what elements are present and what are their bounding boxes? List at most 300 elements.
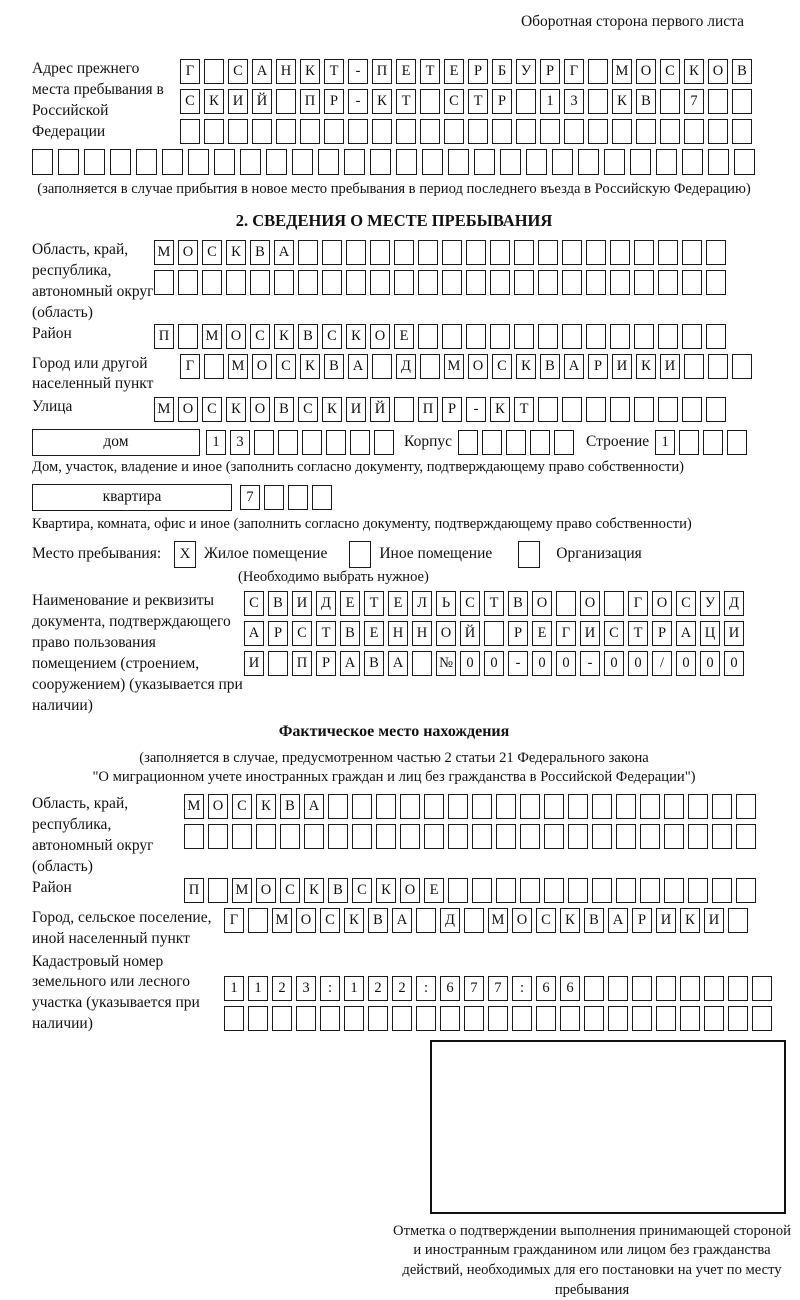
char-box[interactable]: 6 bbox=[560, 976, 580, 1001]
char-box[interactable] bbox=[568, 878, 588, 903]
char-box[interactable]: О bbox=[532, 591, 552, 616]
char-box[interactable] bbox=[374, 430, 394, 455]
char-box[interactable] bbox=[350, 430, 370, 455]
char-box[interactable]: И bbox=[656, 908, 676, 933]
char-box[interactable] bbox=[204, 119, 224, 144]
char-box[interactable]: Д bbox=[724, 591, 744, 616]
char-box[interactable] bbox=[682, 270, 702, 295]
char-box[interactable] bbox=[578, 149, 599, 175]
char-box[interactable] bbox=[298, 240, 318, 265]
char-box[interactable]: Р bbox=[632, 908, 652, 933]
char-box[interactable] bbox=[288, 485, 308, 510]
char-box[interactable]: П bbox=[372, 59, 392, 84]
char-box[interactable] bbox=[516, 89, 536, 114]
char-box[interactable]: 1 bbox=[248, 976, 268, 1001]
char-box[interactable]: 0 bbox=[628, 651, 648, 676]
char-box[interactable] bbox=[562, 397, 582, 422]
char-box[interactable]: В bbox=[280, 794, 300, 819]
char-box[interactable] bbox=[488, 1006, 508, 1031]
char-box[interactable]: Т bbox=[324, 59, 344, 84]
char-box[interactable] bbox=[514, 324, 534, 349]
char-box[interactable]: В bbox=[324, 354, 344, 379]
char-box[interactable] bbox=[656, 976, 676, 1001]
char-box[interactable] bbox=[252, 119, 272, 144]
char-box[interactable] bbox=[162, 149, 183, 175]
char-box[interactable] bbox=[296, 1006, 316, 1031]
char-box[interactable]: М bbox=[154, 240, 174, 265]
char-box[interactable]: К bbox=[680, 908, 700, 933]
char-box[interactable]: О bbox=[178, 397, 198, 422]
char-box[interactable] bbox=[418, 324, 438, 349]
char-box[interactable]: Т bbox=[420, 59, 440, 84]
char-box[interactable] bbox=[458, 430, 478, 455]
char-box[interactable] bbox=[568, 824, 588, 849]
char-box[interactable] bbox=[560, 1006, 580, 1031]
char-box[interactable] bbox=[682, 324, 702, 349]
char-box[interactable] bbox=[660, 119, 680, 144]
char-box[interactable] bbox=[226, 270, 246, 295]
char-box[interactable] bbox=[688, 878, 708, 903]
char-box[interactable] bbox=[632, 976, 652, 1001]
char-box[interactable]: И bbox=[660, 354, 680, 379]
char-box[interactable] bbox=[728, 976, 748, 1001]
char-box[interactable] bbox=[276, 89, 296, 114]
char-box[interactable] bbox=[562, 270, 582, 295]
char-box[interactable] bbox=[708, 354, 728, 379]
char-box[interactable] bbox=[180, 119, 200, 144]
char-box[interactable]: Р bbox=[442, 397, 462, 422]
char-box[interactable] bbox=[208, 878, 228, 903]
char-box[interactable]: К bbox=[274, 324, 294, 349]
char-box[interactable]: М bbox=[272, 908, 292, 933]
char-box[interactable] bbox=[492, 119, 512, 144]
char-box[interactable] bbox=[520, 824, 540, 849]
char-box[interactable]: А bbox=[388, 651, 408, 676]
char-box[interactable] bbox=[684, 354, 704, 379]
char-box[interactable]: Т bbox=[514, 397, 534, 422]
char-box[interactable] bbox=[214, 149, 235, 175]
char-box[interactable]: 0 bbox=[676, 651, 696, 676]
char-box[interactable] bbox=[634, 240, 654, 265]
char-box[interactable]: А bbox=[392, 908, 412, 933]
char-box[interactable] bbox=[472, 878, 492, 903]
char-box[interactable]: 0 bbox=[556, 651, 576, 676]
char-box[interactable] bbox=[552, 149, 573, 175]
char-box[interactable] bbox=[482, 430, 502, 455]
char-box[interactable] bbox=[588, 119, 608, 144]
char-box[interactable]: 2 bbox=[392, 976, 412, 1001]
char-box[interactable] bbox=[490, 270, 510, 295]
char-box[interactable] bbox=[500, 149, 521, 175]
char-box[interactable]: В bbox=[274, 397, 294, 422]
char-box[interactable] bbox=[680, 1006, 700, 1031]
char-box[interactable] bbox=[658, 240, 678, 265]
char-box[interactable]: А bbox=[274, 240, 294, 265]
char-box[interactable]: Т bbox=[364, 591, 384, 616]
char-box[interactable] bbox=[634, 324, 654, 349]
char-box[interactable] bbox=[208, 824, 228, 849]
char-box[interactable]: О bbox=[636, 59, 656, 84]
char-box[interactable] bbox=[680, 976, 700, 1001]
char-box[interactable]: М bbox=[488, 908, 508, 933]
char-box[interactable] bbox=[250, 270, 270, 295]
char-box[interactable]: Т bbox=[396, 89, 416, 114]
char-box[interactable]: М bbox=[184, 794, 204, 819]
char-box[interactable] bbox=[346, 270, 366, 295]
char-box[interactable] bbox=[732, 119, 752, 144]
char-box[interactable] bbox=[658, 270, 678, 295]
char-box[interactable]: В bbox=[540, 354, 560, 379]
char-box[interactable] bbox=[706, 240, 726, 265]
char-box[interactable]: 1 bbox=[540, 89, 560, 114]
char-box[interactable]: О bbox=[250, 397, 270, 422]
char-box[interactable] bbox=[664, 878, 684, 903]
char-box[interactable]: С bbox=[232, 794, 252, 819]
char-box[interactable] bbox=[732, 89, 752, 114]
char-box[interactable] bbox=[712, 794, 732, 819]
char-box[interactable]: О bbox=[208, 794, 228, 819]
char-box[interactable]: 7 bbox=[488, 976, 508, 1001]
char-box[interactable]: Д bbox=[396, 354, 416, 379]
char-box[interactable] bbox=[422, 149, 443, 175]
char-box[interactable]: 0 bbox=[724, 651, 744, 676]
char-box[interactable]: 1 bbox=[206, 430, 226, 455]
char-box[interactable]: У bbox=[700, 591, 720, 616]
char-box[interactable] bbox=[344, 149, 365, 175]
char-box[interactable] bbox=[346, 240, 366, 265]
char-box[interactable] bbox=[736, 878, 756, 903]
char-box[interactable]: 0 bbox=[604, 651, 624, 676]
char-box[interactable] bbox=[610, 240, 630, 265]
char-box[interactable] bbox=[544, 824, 564, 849]
char-box[interactable] bbox=[328, 794, 348, 819]
char-box[interactable] bbox=[448, 878, 468, 903]
char-box[interactable] bbox=[706, 270, 726, 295]
char-box[interactable] bbox=[412, 651, 432, 676]
char-box[interactable]: И bbox=[228, 89, 248, 114]
char-box[interactable] bbox=[248, 1006, 268, 1031]
char-box[interactable]: П bbox=[154, 324, 174, 349]
char-box[interactable] bbox=[202, 270, 222, 295]
char-box[interactable]: Й bbox=[370, 397, 390, 422]
char-box[interactable] bbox=[490, 240, 510, 265]
char-box[interactable]: В bbox=[368, 908, 388, 933]
char-box[interactable] bbox=[634, 270, 654, 295]
char-box[interactable]: Е bbox=[444, 59, 464, 84]
char-box[interactable] bbox=[736, 794, 756, 819]
char-box[interactable] bbox=[703, 430, 723, 455]
char-box[interactable]: М bbox=[202, 324, 222, 349]
char-box[interactable] bbox=[656, 149, 677, 175]
char-box[interactable]: Г bbox=[180, 59, 200, 84]
char-box[interactable]: - bbox=[466, 397, 486, 422]
char-box[interactable] bbox=[608, 976, 628, 1001]
char-box[interactable]: 7 bbox=[464, 976, 484, 1001]
char-box[interactable] bbox=[584, 976, 604, 1001]
char-box[interactable] bbox=[732, 354, 752, 379]
char-box[interactable] bbox=[224, 1006, 244, 1031]
char-box[interactable] bbox=[610, 270, 630, 295]
char-box[interactable]: № bbox=[436, 651, 456, 676]
char-box[interactable]: Ь bbox=[436, 591, 456, 616]
char-box[interactable]: В bbox=[250, 240, 270, 265]
char-box[interactable] bbox=[706, 397, 726, 422]
char-box[interactable]: К bbox=[490, 397, 510, 422]
checkbox-organizatsiya[interactable] bbox=[518, 541, 540, 568]
char-box[interactable] bbox=[472, 824, 492, 849]
char-box[interactable]: С bbox=[250, 324, 270, 349]
char-box[interactable]: К bbox=[300, 59, 320, 84]
char-box[interactable] bbox=[514, 270, 534, 295]
char-box[interactable]: К bbox=[346, 324, 366, 349]
char-box[interactable]: Н bbox=[276, 59, 296, 84]
char-box[interactable] bbox=[344, 1006, 364, 1031]
char-box[interactable]: Л bbox=[412, 591, 432, 616]
char-box[interactable] bbox=[394, 270, 414, 295]
char-box[interactable] bbox=[640, 824, 660, 849]
char-box[interactable] bbox=[564, 119, 584, 144]
char-box[interactable] bbox=[32, 149, 53, 175]
char-box[interactable]: С bbox=[202, 240, 222, 265]
checkbox-inoe[interactable] bbox=[349, 541, 371, 568]
char-box[interactable] bbox=[616, 878, 636, 903]
char-box[interactable] bbox=[474, 149, 495, 175]
char-box[interactable]: А bbox=[564, 354, 584, 379]
char-box[interactable] bbox=[608, 1006, 628, 1031]
char-box[interactable]: К bbox=[226, 397, 246, 422]
char-box[interactable] bbox=[184, 824, 204, 849]
char-box[interactable] bbox=[556, 591, 576, 616]
char-box[interactable] bbox=[728, 908, 748, 933]
char-box[interactable] bbox=[538, 270, 558, 295]
char-box[interactable] bbox=[588, 59, 608, 84]
char-box[interactable]: 0 bbox=[460, 651, 480, 676]
char-box[interactable] bbox=[468, 119, 488, 144]
char-box[interactable] bbox=[562, 240, 582, 265]
char-box[interactable]: О bbox=[468, 354, 488, 379]
char-box[interactable] bbox=[254, 430, 274, 455]
char-box[interactable] bbox=[506, 430, 526, 455]
char-box[interactable] bbox=[292, 149, 313, 175]
char-box[interactable] bbox=[544, 878, 564, 903]
char-box[interactable]: Е bbox=[394, 324, 414, 349]
char-box[interactable] bbox=[400, 824, 420, 849]
char-box[interactable] bbox=[484, 621, 504, 646]
char-box[interactable] bbox=[370, 270, 390, 295]
char-box[interactable]: 7 bbox=[684, 89, 704, 114]
char-box[interactable] bbox=[584, 1006, 604, 1031]
char-box[interactable]: О bbox=[436, 621, 456, 646]
char-box[interactable] bbox=[752, 976, 772, 1001]
char-box[interactable] bbox=[592, 824, 612, 849]
char-box[interactable]: 1 bbox=[655, 430, 675, 455]
char-box[interactable]: Р bbox=[492, 89, 512, 114]
char-box[interactable]: К bbox=[204, 89, 224, 114]
char-box[interactable] bbox=[352, 824, 372, 849]
char-box[interactable]: А bbox=[348, 354, 368, 379]
char-box[interactable]: К bbox=[372, 89, 392, 114]
char-box[interactable]: 2 bbox=[368, 976, 388, 1001]
char-box[interactable]: К bbox=[300, 354, 320, 379]
char-box[interactable]: : bbox=[416, 976, 436, 1001]
char-box[interactable]: Г bbox=[628, 591, 648, 616]
char-box[interactable]: П bbox=[418, 397, 438, 422]
checkbox-zhiloe[interactable]: X bbox=[174, 541, 196, 568]
char-box[interactable]: Р bbox=[508, 621, 528, 646]
char-box[interactable]: П bbox=[292, 651, 312, 676]
char-box[interactable]: Е bbox=[340, 591, 360, 616]
char-box[interactable] bbox=[424, 794, 444, 819]
char-box[interactable] bbox=[632, 1006, 652, 1031]
char-box[interactable] bbox=[328, 824, 348, 849]
char-box[interactable] bbox=[320, 1006, 340, 1031]
char-box[interactable] bbox=[568, 794, 588, 819]
char-box[interactable] bbox=[520, 794, 540, 819]
char-box[interactable] bbox=[496, 824, 516, 849]
char-box[interactable] bbox=[372, 354, 392, 379]
char-box[interactable] bbox=[728, 1006, 748, 1031]
char-box[interactable] bbox=[712, 878, 732, 903]
char-box[interactable]: В bbox=[364, 651, 384, 676]
char-box[interactable]: К bbox=[612, 89, 632, 114]
char-box[interactable] bbox=[442, 324, 462, 349]
char-box[interactable]: К bbox=[322, 397, 342, 422]
char-box[interactable]: Е bbox=[396, 59, 416, 84]
char-box[interactable] bbox=[708, 119, 728, 144]
char-box[interactable]: О bbox=[580, 591, 600, 616]
char-box[interactable]: Р bbox=[316, 651, 336, 676]
char-box[interactable] bbox=[372, 119, 392, 144]
char-box[interactable]: О bbox=[256, 878, 276, 903]
char-box[interactable]: Г bbox=[564, 59, 584, 84]
char-box[interactable]: - bbox=[508, 651, 528, 676]
char-box[interactable] bbox=[466, 270, 486, 295]
char-box[interactable] bbox=[616, 794, 636, 819]
char-box[interactable] bbox=[264, 485, 284, 510]
char-box[interactable] bbox=[588, 89, 608, 114]
char-box[interactable] bbox=[472, 794, 492, 819]
char-box[interactable] bbox=[352, 794, 372, 819]
char-box[interactable] bbox=[496, 878, 516, 903]
char-box[interactable] bbox=[396, 119, 416, 144]
char-box[interactable] bbox=[154, 270, 174, 295]
char-box[interactable] bbox=[660, 89, 680, 114]
char-box[interactable]: О bbox=[708, 59, 728, 84]
char-box[interactable]: К bbox=[376, 878, 396, 903]
char-box[interactable]: В bbox=[298, 324, 318, 349]
char-box[interactable]: С bbox=[492, 354, 512, 379]
char-box[interactable]: Г bbox=[556, 621, 576, 646]
char-box[interactable]: В bbox=[732, 59, 752, 84]
char-box[interactable] bbox=[684, 119, 704, 144]
char-box[interactable]: С bbox=[280, 878, 300, 903]
char-box[interactable] bbox=[540, 119, 560, 144]
char-box[interactable] bbox=[300, 119, 320, 144]
char-box[interactable]: У bbox=[516, 59, 536, 84]
char-box[interactable]: / bbox=[652, 651, 672, 676]
char-box[interactable] bbox=[272, 1006, 292, 1031]
char-box[interactable] bbox=[326, 430, 346, 455]
char-box[interactable] bbox=[276, 119, 296, 144]
char-box[interactable]: 6 bbox=[536, 976, 556, 1001]
char-box[interactable]: О bbox=[652, 591, 672, 616]
char-box[interactable]: В bbox=[268, 591, 288, 616]
char-box[interactable]: Е bbox=[388, 591, 408, 616]
char-box[interactable]: О bbox=[512, 908, 532, 933]
char-box[interactable] bbox=[664, 794, 684, 819]
char-box[interactable]: 1 bbox=[224, 976, 244, 1001]
char-box[interactable]: 0 bbox=[484, 651, 504, 676]
char-box[interactable] bbox=[278, 430, 298, 455]
char-box[interactable] bbox=[396, 149, 417, 175]
char-box[interactable]: М bbox=[154, 397, 174, 422]
char-box[interactable] bbox=[752, 1006, 772, 1031]
char-box[interactable] bbox=[136, 149, 157, 175]
char-box[interactable] bbox=[188, 149, 209, 175]
char-box[interactable] bbox=[228, 119, 248, 144]
char-box[interactable] bbox=[712, 824, 732, 849]
char-box[interactable]: Д bbox=[316, 591, 336, 616]
char-box[interactable] bbox=[734, 149, 755, 175]
char-box[interactable]: С bbox=[228, 59, 248, 84]
char-box[interactable]: С bbox=[604, 621, 624, 646]
char-box[interactable] bbox=[232, 824, 252, 849]
char-box[interactable] bbox=[416, 908, 436, 933]
char-box[interactable] bbox=[302, 430, 322, 455]
char-box[interactable] bbox=[604, 591, 624, 616]
char-box[interactable] bbox=[562, 324, 582, 349]
char-box[interactable] bbox=[554, 430, 574, 455]
char-box[interactable] bbox=[440, 1006, 460, 1031]
char-box[interactable] bbox=[420, 354, 440, 379]
char-box[interactable]: С bbox=[322, 324, 342, 349]
char-box[interactable] bbox=[708, 89, 728, 114]
char-box[interactable] bbox=[592, 794, 612, 819]
char-box[interactable]: Н bbox=[388, 621, 408, 646]
char-box[interactable]: - bbox=[580, 651, 600, 676]
char-box[interactable]: В bbox=[636, 89, 656, 114]
char-box[interactable]: К bbox=[684, 59, 704, 84]
char-box[interactable] bbox=[274, 270, 294, 295]
char-box[interactable] bbox=[58, 149, 79, 175]
char-box[interactable] bbox=[376, 794, 396, 819]
char-box[interactable] bbox=[268, 651, 288, 676]
char-box[interactable]: Н bbox=[412, 621, 432, 646]
char-box[interactable]: С bbox=[352, 878, 372, 903]
char-box[interactable] bbox=[530, 430, 550, 455]
char-box[interactable] bbox=[298, 270, 318, 295]
char-box[interactable]: : bbox=[320, 976, 340, 1001]
char-box[interactable] bbox=[370, 240, 390, 265]
char-box[interactable] bbox=[682, 240, 702, 265]
char-box[interactable] bbox=[586, 397, 606, 422]
char-box[interactable]: С bbox=[676, 591, 696, 616]
char-box[interactable]: И bbox=[580, 621, 600, 646]
char-box[interactable]: : bbox=[512, 976, 532, 1001]
char-box[interactable]: В bbox=[340, 621, 360, 646]
char-box[interactable]: К bbox=[256, 794, 276, 819]
char-box[interactable]: 1 bbox=[344, 976, 364, 1001]
char-box[interactable]: Г bbox=[224, 908, 244, 933]
char-box[interactable]: Е bbox=[532, 621, 552, 646]
char-box[interactable] bbox=[604, 149, 625, 175]
char-box[interactable] bbox=[536, 1006, 556, 1031]
char-box[interactable] bbox=[418, 240, 438, 265]
char-box[interactable]: Й bbox=[460, 621, 480, 646]
char-box[interactable]: 3 bbox=[296, 976, 316, 1001]
char-box[interactable] bbox=[444, 119, 464, 144]
char-box[interactable] bbox=[392, 1006, 412, 1031]
